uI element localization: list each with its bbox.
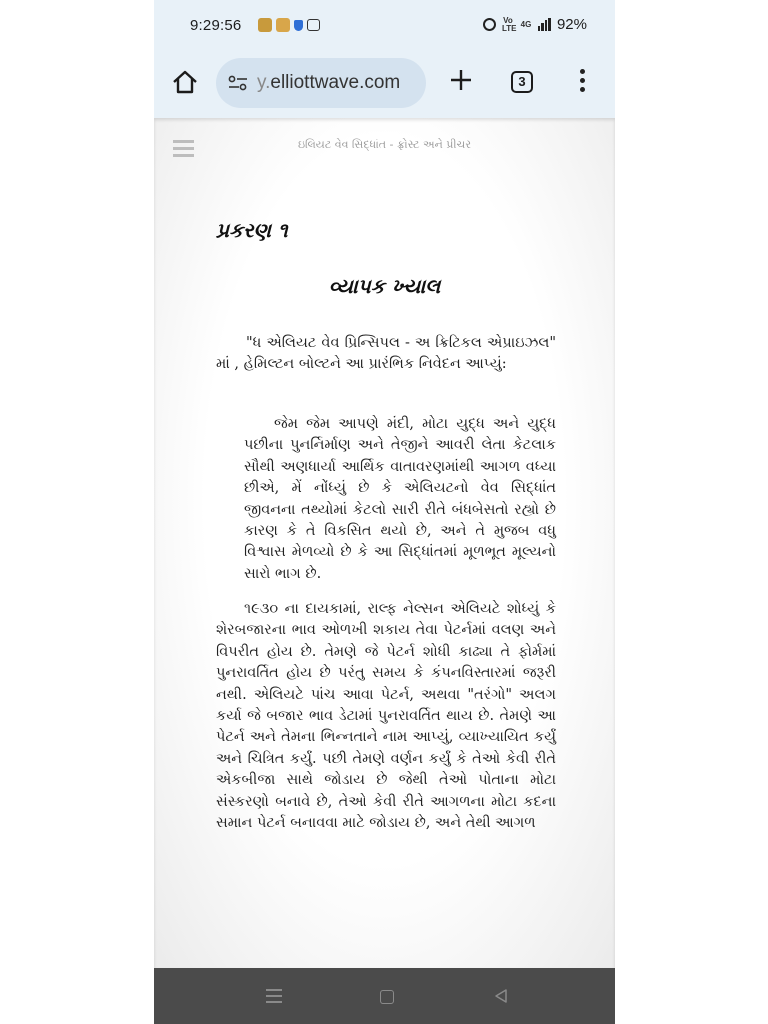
notification-icons xyxy=(258,18,320,32)
chapter-title: વ્યાપક ખ્યાલ xyxy=(328,274,441,298)
running-header: ઇલિયટ વેવ સિદ્ધાંત - ફ્રોસ્ટ અને પ્રીચર xyxy=(297,138,472,151)
site-settings-icon[interactable] xyxy=(228,75,248,91)
signal-icon xyxy=(538,18,551,31)
overflow-menu-icon[interactable] xyxy=(579,69,585,95)
paragraph-intro: "ધ એલિયટ વેવ પ્રિન્સિપલ - અ ક્રિટિકલ એપ્રાઇઝલ" માં , હેમિલ્ટન બોલ્ટને આ પ્રારંભિક નિવેદન આપ્યું: xyxy=(216,335,556,373)
browser-toolbar xyxy=(154,55,615,115)
recents-icon[interactable] xyxy=(266,989,282,1003)
back-icon[interactable] xyxy=(493,988,509,1004)
url-text[interactable] xyxy=(257,72,400,94)
home-icon[interactable] xyxy=(380,990,394,1004)
app-notification-icon xyxy=(258,18,272,32)
shield-icon xyxy=(294,20,303,31)
network-type-icon: 4G xyxy=(520,19,532,29)
app-notification-icon xyxy=(276,18,290,32)
system-icons xyxy=(483,16,587,33)
phone-screen xyxy=(154,0,615,1024)
document-page[interactable] xyxy=(154,118,615,968)
paragraph-body: ૧૯૩૦ ના દાયકામાં, રાલ્ફ નેલ્સન એલિયટે શોધ્યું કે શેરબજારના ભાવ ઓળખી શકાય તેવા પેટર્નમાં વલણ અને વિપરીત હોય છે. તેમણે જે પેટર્ન શોધી કાઢ્યા તે ફોર્મમાં પુનરાવર્તિત હોય છે પરંતુ સમય કે કંપનવિસ્તારમાં જરૂરી નથી. એલિયટે પાંચ આવા પેટર્ન, અથવા "તરંગો" અલગ કર્યા જે બજાર ભાવ ડેટામાં પુનરાવર્તિત થાય છે. તેમણે આ પેટર્ન અને તેમના ભિન્નતાને નામ આપ્યું, વ્યાખ્યાયિત કર્યું અને ચિત્રિત કર્યું. પછી તેમણે વર્ણન કર્યું કે તેઓ કેવી રીતે એકબીજા સાથે જોડાય છે જેથી તેઓ પોતાના મોટા સંસ્કરણો બનાવે છે, તેઓ કેવી રીતે આગળના મોટા કદના સમાન પેટર્ન બનાવવા માટે જોડાય છે, અને તેથી આગળ xyxy=(216,601,556,832)
calendar-icon xyxy=(307,19,320,31)
navigation-bar xyxy=(154,968,615,1024)
url-prefix: y. xyxy=(257,72,271,93)
block-quote: જેમ જેમ આપણે મંદી, મોટા યુદ્ધ અને યુદ્ધ પછીના પુનર્નિર્માણ અને તેજીને આવરી લેતા કેટલાક સૌથી અણધાર્યા આર્થિક વાતાવરણમાંથી આગળ વધ્યા છીએ, મેં નોંધ્યું છે કે એલિયટનો વેવ સિદ્ધાંત જીવનના તથ્યોમાં કેટલો સારી રીતે બંધબેસતો રહ્યો છે કારણ કે તે વિકસિત થયો છે, અને તે મુજબ વધુ વિશ્વાસ મેળવ્યો છે કે આ સિદ્ધાંતમાં મૂળભૂત મૂલ્યનો સારો ભાગ છે. xyxy=(244,416,556,582)
alarm-icon xyxy=(483,18,496,31)
tab-switcher-button[interactable]: 3 xyxy=(511,71,533,93)
status-time: 9:29:56 xyxy=(190,17,242,34)
new-tab-icon[interactable] xyxy=(446,65,476,95)
volte-icon: Vo LTE xyxy=(501,15,517,33)
home-icon[interactable] xyxy=(170,67,200,97)
url-domain: elliottwave.com xyxy=(270,72,401,93)
status-bar xyxy=(154,0,615,52)
address-bar[interactable] xyxy=(216,58,426,108)
battery-level: 92% xyxy=(556,16,587,33)
chapter-label: પ્રકરણ ૧ xyxy=(216,218,288,242)
